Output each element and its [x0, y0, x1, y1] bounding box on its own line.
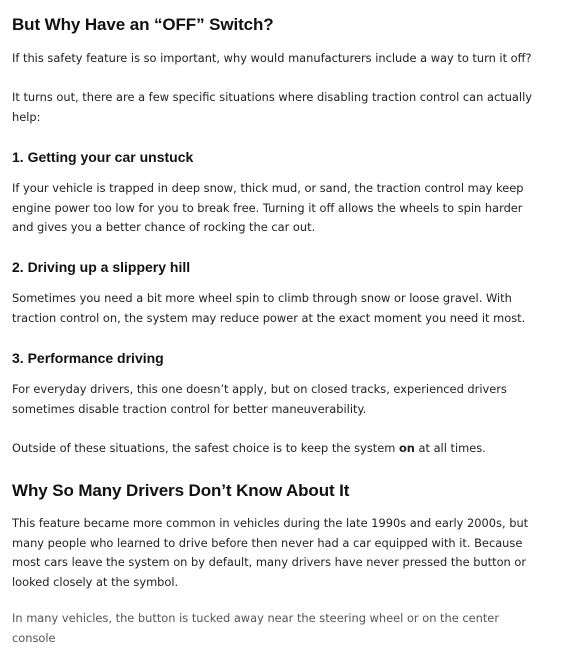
paragraph-line: traction control on, the system may reduce power at the exact moment you need it most. — [12, 310, 526, 325]
paragraph-line: and gives you a better chance of rocking the car out. — [12, 220, 316, 235]
paragraph-slippery-hill — [12, 289, 525, 328]
section-heading-dont-know: Why So Many Drivers Don’t Know About It — [12, 481, 350, 500]
paragraph-line: many people who learned to drive before then never had a car equipped with it. Because — [12, 535, 523, 550]
section-heading-off-switch: But Why Have an “OFF” Switch? — [12, 15, 274, 34]
paragraph-line: If your vehicle is trapped in deep snow, thick mud, or sand, the traction control may keep — [12, 181, 524, 195]
paragraph-performance-driving — [12, 380, 507, 419]
text-before-bold: Outside of these situations, the safest choice is to keep the system — [12, 441, 399, 455]
paragraph-line: This feature became more common in vehicles during the late 1990s and early 2000s, but — [12, 516, 529, 530]
paragraph-dont-know — [12, 514, 528, 593]
paragraph-line: sometimes disable traction control for better maneuverability. — [12, 401, 367, 416]
paragraph-line: engine power too low for you to break free. Turning it off allows the wheels to spin harder — [12, 200, 523, 215]
paragraph-cutoff-next: In many vehicles, the button is tucked away near the steering wheel or on the center console — [12, 611, 499, 645]
paragraph-intro-question: If this safety feature is so important, why would manufacturers include a way to turn it off? — [12, 51, 532, 65]
paragraph-line: For everyday drivers, this one doesn’t apply, but on closed tracks, experienced drivers — [12, 382, 507, 396]
paragraph-outside-situations — [12, 439, 486, 459]
paragraph-line: most cars leave the system on by default, many drivers have never pressed the button or — [12, 555, 527, 570]
subheading-getting-unstuck: 1. Getting your car unstuck — [12, 149, 194, 165]
paragraph-line: help: — [12, 109, 41, 124]
subheading-performance-driving: 3. Performance driving — [12, 350, 164, 366]
text-after-bold: at all times. — [414, 441, 486, 455]
subheading-slippery-hill: 2. Driving up a slippery hill — [12, 259, 191, 275]
paragraph-line: Sometimes you need a bit more wheel spin to climb through snow or loose gravel. With — [12, 291, 512, 305]
paragraph-line: looked closely at the symbol. — [12, 575, 179, 590]
paragraph-situations-intro — [12, 88, 532, 127]
bold-on-text: on — [398, 441, 415, 455]
paragraph-getting-unstuck — [12, 179, 523, 238]
paragraph-line: It turns out, there are a few specific situations where disabling traction control can actually — [12, 90, 532, 104]
